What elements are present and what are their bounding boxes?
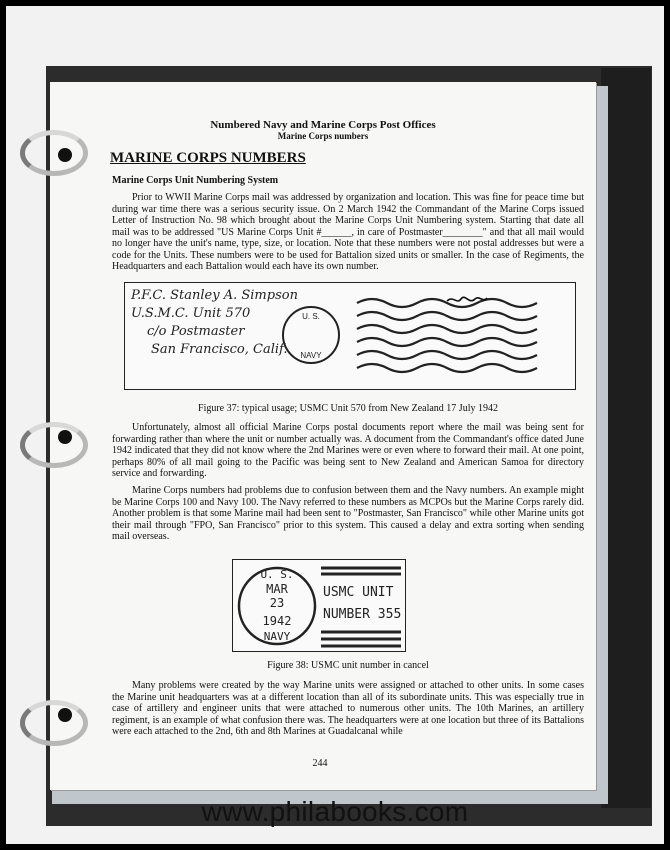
handwriting-line-3: c/o Postmaster bbox=[147, 324, 245, 339]
wavy-cancel-lines bbox=[357, 299, 537, 372]
cancel-bottom-text: NAVY bbox=[263, 630, 291, 643]
paragraph-2: Unfortunately, almost all official Marine Corps postal documents report where the mail was being sent for forwarding rather than where the unit or number actually was. A document from the Commandant's office dated June 1942 indicated that they did not know where the 2nd Marines were or even where to forward their mail. At one point, perhaps 80% of all mail going to the Pacific was being sent to New Zealand and American Samoa for directory service and forwarding. bbox=[112, 422, 584, 479]
watermark-url: www.philabooks.com bbox=[201, 796, 469, 827]
handwriting-line-2: U.S.M.C. Unit 570 bbox=[131, 306, 251, 321]
cancel-month: MAR bbox=[266, 582, 288, 596]
page-number: 244 bbox=[312, 758, 328, 769]
page-header-subtitle: Marine Corps numbers bbox=[277, 131, 369, 141]
paragraph-1: Prior to WWII Marine Corps mail was addressed by organization and location. This was fine for peace time but during war time there was a serious security issue. On 2 March 1942 the Commandant of the Marine Corps issued Letter of Instruction No. 98 which brought about the Marine Corps Unit Numbering system. Starting that date all mail was to be addressed "US Marine Corps Unit #______, in care of Postmaster________" and that all mail would no longer have the unit's name, type, size, or location. Note that these numbers were not postal addresses but were a code for the Units. These numbers were to be used for Battalion sized units or smaller. In the case of Regiments, the Headquarters and each Battalion would each have its own number. bbox=[112, 192, 584, 272]
punch-hole-top bbox=[58, 148, 72, 162]
figure-38-caption: Figure 38: USMC unit number in cancel bbox=[267, 660, 429, 671]
paragraph-4: Many problems were created by the way Marine units were assigned or attached to other units. In some cases the Marine unit headquarters was at a different location than all of its subordinate units. This was especially true in case of artillery and engineer units that were attached to numerous other units. The 10th Marines, an artillery regiment, is an example of what confusion there was. The headquarters were at one location but three of its Battalions were each attached to the 2nd, 6th and 8th Marines at Guadalcanal while bbox=[112, 680, 584, 737]
postmark-bottom-text: NAVY bbox=[300, 351, 322, 360]
figure-37-cover-image bbox=[124, 282, 576, 390]
cover-illustration bbox=[125, 283, 575, 389]
subsection-title: Marine Corps Unit Numbering System bbox=[112, 175, 279, 186]
killer-text-line-1: USMC UNIT bbox=[323, 585, 394, 600]
section-title: MARINE CORPS NUMBERS bbox=[110, 150, 306, 166]
killer-text-line-2: NUMBER 355 bbox=[323, 607, 402, 622]
figure-37-caption: Figure 37: typical usage; USMC Unit 570 from New Zealand 17 July 1942 bbox=[198, 403, 498, 414]
handwriting-line-1: P.F.C. Stanley A. Simpson bbox=[131, 288, 298, 303]
figure-38-cancel-image bbox=[232, 559, 406, 652]
page-header-title: Numbered Navy and Marine Corps Post Offices bbox=[210, 119, 436, 131]
cancel-illustration bbox=[233, 560, 405, 651]
binder-ring-bottom bbox=[20, 700, 88, 746]
paragraph-3: Marine Corps numbers had problems due to confusion between them and the Navy numbers. An example might be Marine Corps 100 and Navy 100. The Navy referred to these numbers as MCPOs but the Marine Corps rarely did. Another problem is that some Marine mail had been sent to "Postmaster, San Francisco" while other Marine units got their mail through "FPO, San Francisco" prior to this system. This caused a delay and extra sorting when sending mail overseas. bbox=[112, 485, 584, 542]
punch-hole-middle bbox=[58, 430, 72, 444]
postmark-top-text: U. S. bbox=[302, 312, 320, 321]
cancel-top-text: U. S. bbox=[260, 568, 294, 581]
punch-hole-bottom bbox=[58, 708, 72, 722]
cancel-year: 1942 bbox=[262, 614, 292, 628]
handwriting-line-4: San Francisco, Calif. bbox=[151, 342, 288, 357]
cancel-day: 23 bbox=[269, 596, 285, 610]
binder-ring-middle bbox=[20, 422, 88, 468]
binder-edge bbox=[601, 68, 651, 808]
